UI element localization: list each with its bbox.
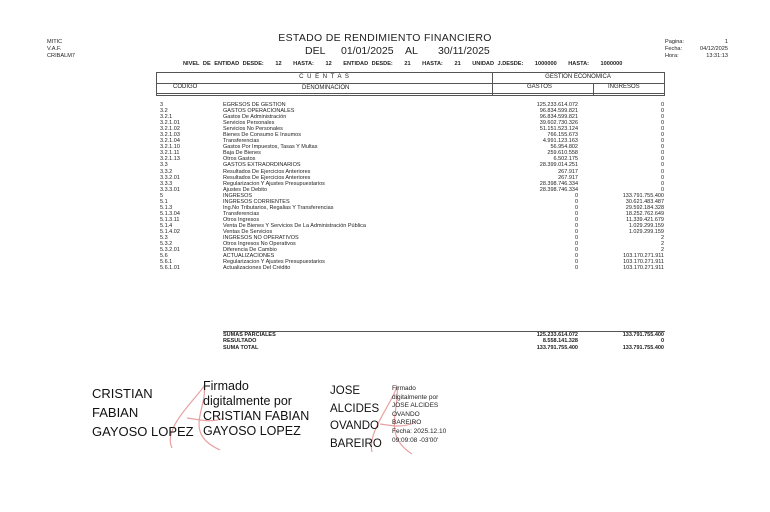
report-title: ESTADO DE RENDIMIENTO FINANCIERO <box>278 32 492 44</box>
row-ingresos: 0 <box>660 108 664 115</box>
row-code: 3.3.3.01 <box>160 186 180 193</box>
row-denominacion: Otros Ingresos <box>223 216 260 223</box>
row-denominacion: Servicios No Personales <box>223 126 283 133</box>
row-gastos: 766.155.673 <box>547 132 578 139</box>
signer-1-text-line: digitalmente por <box>203 394 292 408</box>
date-label: Fecha: <box>665 46 683 52</box>
row-ingresos: 18.252.762.649 <box>625 210 664 217</box>
row-code: 5.1.3.11 <box>160 216 180 223</box>
codigo-header: CODIGO <box>173 84 198 90</box>
row-ingresos: 0 <box>660 114 664 121</box>
row-code: 3.2.1.03 <box>160 132 180 139</box>
row-code: 3.2.1.04 <box>160 138 180 145</box>
signer-1-name-line: FABIAN <box>92 405 139 420</box>
totals-ingresos: 0 <box>660 338 664 345</box>
row-gastos: 0 <box>574 259 578 266</box>
row-denominacion: ACTUALIZACIONES <box>223 253 275 260</box>
header-left-line: CRIBALM7 <box>47 53 75 59</box>
row-denominacion: Ing.No Tributarios, Regalias Y Transferencias <box>223 204 334 211</box>
row-denominacion: Servicios Personales <box>223 120 275 127</box>
row-gastos: 0 <box>574 210 578 217</box>
row-code: 3.2.1.13 <box>160 156 180 163</box>
row-gastos: 125.233.614.072 <box>536 102 578 108</box>
row-denominacion: GASTOS EXTRAORDINARIOS <box>223 162 301 169</box>
row-gastos: 56.954.802 <box>550 144 578 151</box>
row-code: 3.3.2 <box>160 168 173 175</box>
row-ingresos: 2 <box>660 235 664 242</box>
row-ingresos: 103.170.271.911 <box>623 253 664 260</box>
row-denominacion: Ventas De Servicios <box>223 228 273 235</box>
row-denominacion: Actualizaciones Del Crédito <box>223 265 291 272</box>
row-gastos: 0 <box>574 198 578 205</box>
row-code: 5.1.3.04 <box>160 210 180 217</box>
signer-2-name-line: OVANDO <box>330 420 379 432</box>
denominacion-header: DENOMINACION <box>302 85 350 91</box>
row-gastos: 0 <box>574 253 578 260</box>
row-ingresos: 0 <box>660 144 664 151</box>
row-code: 3.3.2.01 <box>160 174 180 181</box>
row-gastos: 0 <box>574 228 578 235</box>
param-value: 21 <box>404 61 411 67</box>
table-row <box>0 265 770 271</box>
row-ingresos: 0 <box>660 150 664 157</box>
gastos-header: GASTOS <box>527 84 552 90</box>
row-gastos: 6.502.175 <box>553 156 578 163</box>
row-code: 5 <box>160 192 164 199</box>
row-ingresos: 0 <box>660 126 664 133</box>
row-denominacion: EGRESOS DE GESTION <box>223 102 286 108</box>
param-value: 1000000 <box>534 61 557 67</box>
param-label: ENTIDAD DESDE: <box>343 61 393 67</box>
row-code: 3.2.1 <box>160 114 173 121</box>
row-denominacion: Bienes De Consumo E Insumos <box>223 132 301 139</box>
page-number: 1 <box>724 39 728 45</box>
header-right-values <box>700 39 728 60</box>
date-to: 30/11/2025 <box>438 45 490 57</box>
row-code: 3.2 <box>160 108 168 115</box>
row-ingresos: 0 <box>660 138 664 145</box>
row-ingresos: 2 <box>660 241 664 248</box>
row-code: 5.1.4 <box>160 222 173 229</box>
signer-1-digital-text <box>203 379 309 439</box>
date-from: 01/01/2025 <box>341 45 394 57</box>
row-ingresos: 0 <box>660 168 664 175</box>
totals-gastos: 8.558.141.328 <box>542 338 578 345</box>
param-value: 12 <box>275 61 282 67</box>
row-code: 5.3.2.01 <box>160 247 180 254</box>
totals-gastos: 125.233.614.072 <box>536 332 578 338</box>
row-code: 3.2.1.02 <box>160 126 180 133</box>
totals-ingresos: 133.791.755.400 <box>622 332 664 338</box>
signer-1-text-line: GAYOSO LOPEZ <box>203 424 301 438</box>
row-denominacion: Gastos De Administración <box>223 114 287 121</box>
print-time: 13:31:13 <box>706 53 728 59</box>
param-label: HASTA: <box>568 61 589 67</box>
row-gastos: 0 <box>574 222 578 229</box>
totals-block <box>0 332 770 351</box>
row-denominacion: Regularizacion Y Ajustes Presupuestarios <box>223 180 325 187</box>
signer-1-name-line: GAYOSO LOPEZ <box>92 424 194 439</box>
row-ingresos: 1.029.299.159 <box>628 228 664 235</box>
param-label: NIVEL DE ENTIDAD DESDE: <box>183 61 264 67</box>
row-gastos: 96.834.599.821 <box>539 108 578 115</box>
row-denominacion: Venta De Bienes Y Servicios De La Administración Pública <box>223 222 366 229</box>
signer-2-digital-text <box>392 385 446 445</box>
row-code: 3 <box>160 102 164 108</box>
param-value: 12 <box>325 61 332 67</box>
row-gastos: 0 <box>574 204 578 211</box>
row-gastos: 267.917 <box>558 168 578 175</box>
signer-2-name-line: BAREIRO <box>330 437 382 450</box>
row-gastos: 28.398.746.334 <box>539 186 578 193</box>
row-code: 3.2.1.11 <box>160 150 180 157</box>
totals-row <box>0 345 770 351</box>
row-denominacion: Otros Gastos <box>223 156 256 163</box>
signer-2-text-line: JOSE ALCIDES <box>392 402 439 410</box>
row-gastos: 0 <box>574 216 578 223</box>
row-ingresos: 0 <box>660 102 664 108</box>
param-label: HASTA: <box>422 61 443 67</box>
row-code: 5.6.1.01 <box>160 265 180 272</box>
param-value: 21 <box>454 61 461 67</box>
signer-2-text-line: Fecha: 2025.12.10 <box>392 427 447 435</box>
row-gastos: 0 <box>574 247 578 254</box>
row-code: 3.3 <box>160 162 168 169</box>
row-denominacion: Resultados De Ejercicios Anteriores <box>223 174 311 181</box>
row-code: 5.1.4.02 <box>160 228 180 235</box>
signer-1-name <box>92 384 194 441</box>
row-denominacion: Baja De Bienes <box>223 150 261 157</box>
del-label: DEL <box>305 45 326 57</box>
row-ingresos: 133.791.755.400 <box>622 192 664 199</box>
row-denominacion: INGRESOS NO OPERATIVOS <box>223 235 299 242</box>
row-gastos: 0 <box>574 235 578 242</box>
row-ingresos: 0 <box>660 132 664 139</box>
row-denominacion: GASTOS OPERACIONALES <box>223 108 295 115</box>
time-label: Hora: <box>665 53 679 59</box>
signer-2-name-line: JOSE <box>330 385 361 397</box>
signer-2-name-line: ALCIDES <box>330 402 380 415</box>
header-left-line: MITIC <box>47 39 63 45</box>
signer-2-text-line: Firmado <box>392 385 416 392</box>
row-ingresos: 103.170.271.911 <box>623 265 664 272</box>
row-ingresos: 30.621.483.487 <box>625 198 664 205</box>
report-parameters <box>183 61 630 67</box>
row-gastos: 96.834.599.821 <box>539 114 578 121</box>
row-gastos: 267.917 <box>558 174 578 181</box>
row-gastos: 0 <box>574 241 578 248</box>
row-gastos: 28.398.746.334 <box>539 180 578 187</box>
row-denominacion: INGRESOS CORRIENTES <box>223 198 290 205</box>
row-gastos: 4.991.123.163 <box>542 138 578 145</box>
row-gastos: 28.399.014.251 <box>539 162 578 169</box>
row-code: 3.2.1.10 <box>160 144 180 151</box>
row-denominacion: Resultados De Ejercicios Anteriores <box>223 168 311 175</box>
row-ingresos: 0 <box>660 156 664 163</box>
row-ingresos: 29.592.184.328 <box>625 204 664 211</box>
row-ingresos: 0 <box>660 186 664 193</box>
row-ingresos: 2 <box>660 247 664 254</box>
row-gastos: 0 <box>574 265 578 272</box>
totals-label: RESULTADO <box>223 338 257 345</box>
row-denominacion: Transferencias <box>223 138 260 145</box>
signer-1-name-line: CRISTIAN <box>92 386 153 401</box>
totals-ingresos: 133.791.755.400 <box>622 344 664 351</box>
row-gastos: 51.151.523.124 <box>539 126 578 133</box>
row-code: 5.3.2 <box>160 241 173 248</box>
totals-gastos: 133.791.755.400 <box>536 344 578 351</box>
row-ingresos: 0 <box>660 120 664 127</box>
signer-1-text-line: Firmado <box>203 379 249 393</box>
signer-1-text-line: CRISTIAN FABIAN <box>203 409 310 423</box>
signer-2-text-line: 09:09:08 -03'00' <box>392 436 439 444</box>
row-code: 5.6.1 <box>160 259 173 266</box>
totals-label: SUMA TOTAL <box>223 344 259 351</box>
page-label: Pagina: <box>665 39 684 45</box>
row-ingresos: 0 <box>660 180 664 187</box>
signer-2-text-line: OVANDO <box>392 410 420 418</box>
row-ingresos: 1.029.299.159 <box>628 222 664 229</box>
param-label: HASTA: <box>293 61 314 67</box>
row-code: 5.1.3 <box>160 204 173 211</box>
row-denominacion: Ajustes De Debito <box>223 186 268 193</box>
row-code: 5.1 <box>160 198 168 205</box>
table-header <box>156 72 665 96</box>
row-code: 3.3.3 <box>160 180 173 187</box>
row-ingresos: 11.339.421.679 <box>626 216 664 223</box>
row-gastos: 39.602.730.326 <box>539 120 578 127</box>
param-label: UNIDAD J.DESDE: <box>472 61 524 67</box>
gestion-header: GESTION ECONOMICA <box>545 74 611 80</box>
row-gastos: 0 <box>574 192 578 199</box>
account-rows <box>0 102 770 271</box>
row-denominacion: Transferencias <box>223 210 260 217</box>
row-denominacion: Otros Ingresos No Operativos <box>223 241 296 248</box>
row-code: 5.3 <box>160 235 168 242</box>
ingresos-header: INGRESOS <box>608 84 640 90</box>
row-denominacion: Regularizacion Y Ajustes Presupuestarios <box>223 259 325 266</box>
cuentas-header: C U E N T A S <box>299 74 350 80</box>
signer-2-text-line: digitalmente por <box>392 393 439 401</box>
print-date: 04/12/2025 <box>700 46 728 52</box>
al-label: AL <box>405 45 418 57</box>
row-denominacion: INGRESOS <box>223 192 253 199</box>
signer-2-text-line: BAREIRO <box>392 419 422 427</box>
row-ingresos: 0 <box>660 162 664 169</box>
row-ingresos: 0 <box>660 174 664 181</box>
param-value: 1000000 <box>600 61 623 67</box>
row-denominacion: Gastos Por Impuestos, Tasas Y Multas <box>223 144 318 151</box>
signer-2-name <box>330 383 382 453</box>
row-denominacion: Diferencia De Cambio <box>223 247 277 254</box>
totals-label: SUMAS PARCIALES <box>223 332 276 338</box>
row-code: 3.2.1.01 <box>160 120 180 127</box>
row-ingresos: 103.170.271.911 <box>623 259 664 266</box>
row-gastos: 259.610.558 <box>547 150 578 157</box>
row-code: 5.6 <box>160 253 168 260</box>
header-right-labels <box>665 39 684 60</box>
header-left-line: V.A.F. <box>47 46 62 52</box>
